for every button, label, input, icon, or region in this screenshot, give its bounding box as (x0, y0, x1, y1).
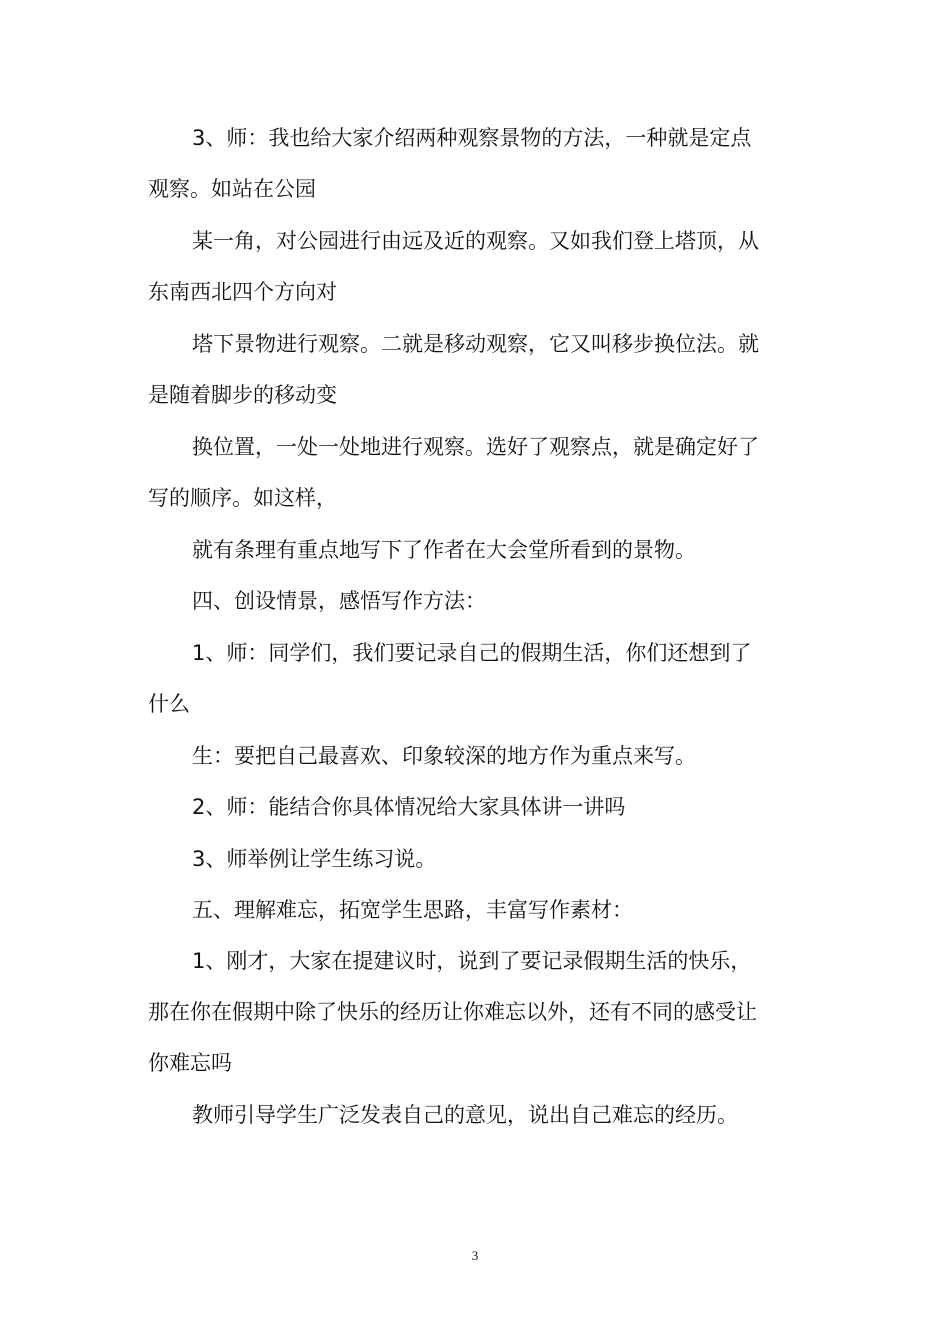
text-line: 写的顺序。如这样， (148, 486, 337, 510)
text-line: 换位置，一处一处地进行观察。选好了观察点，就是确定好了 (192, 435, 759, 459)
text-line: 你难忘吗 (148, 1051, 232, 1075)
text-line: 塔下景物进行观察。二就是移动观察，它又叫移步换位法。就 (192, 332, 759, 356)
text-line: 1、刚才，大家在提建议时，说到了要记录假期生活的快乐， (192, 949, 752, 973)
text-line: 3、师举例让学生练习说。 (192, 847, 437, 871)
text-line: 就有条理有重点地写下了作者在大会堂所看到的景物。 (192, 538, 696, 562)
text-line: 生：要把自己最喜欢、印象较深的地方作为重点来写。 (192, 744, 696, 768)
text-line: 1、师：同学们，我们要记录自己的假期生活，你们还想到了 (192, 641, 752, 665)
text-line: 是随着脚步的移动变 (148, 383, 337, 407)
text-line: 某一角，对公园进行由远及近的观察。又如我们登上塔顶，从 (192, 229, 759, 253)
text-line: 教师引导学生广泛发表自己的意见，说出自己难忘的经历。 (192, 1103, 738, 1127)
text-line: 什么 (148, 692, 190, 716)
section-heading: 四、创设情景，感悟写作方法： (192, 589, 486, 613)
text-line: 那在你在假期中除了快乐的经历让你难忘以外，还有不同的感受让 (148, 1000, 757, 1024)
text-line: 2、师：能结合你具体情况给大家具体讲一讲吗 (192, 795, 626, 819)
section-heading: 五、理解难忘，拓宽学生思路，丰富写作素材： (192, 898, 633, 922)
text-line: 观察。如站在公园 (148, 177, 316, 201)
text-line: 3、师：我也给大家介绍两种观察景物的方法，一种就是定点 (192, 126, 752, 150)
text-line: 东南西北四个方向对 (148, 280, 337, 304)
page-number: 3 (471, 1248, 479, 1263)
